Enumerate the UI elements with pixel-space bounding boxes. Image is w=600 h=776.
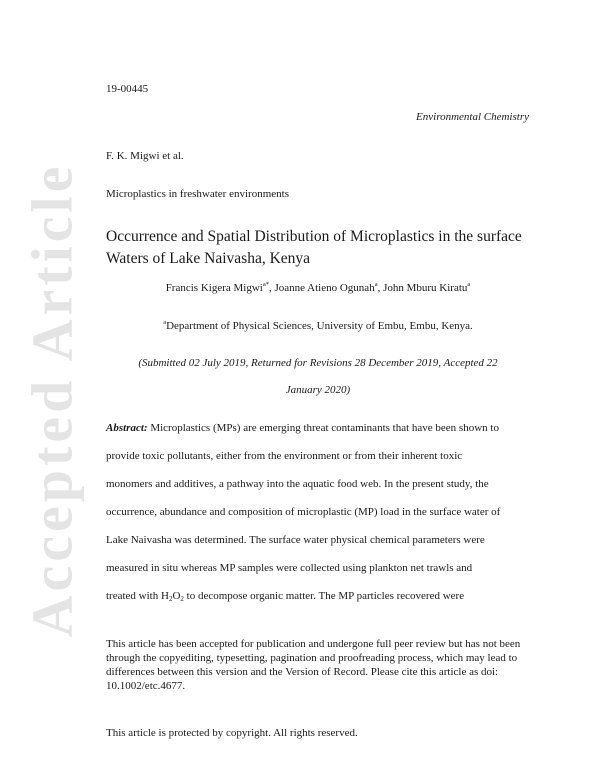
submission-history-line-2: January 2020) [285, 384, 351, 396]
article-title [106, 226, 522, 270]
article-title-line-1: Occurrence and Spatial Distribution of Microplastics in the surface [106, 228, 522, 245]
affiliation-text: Department of Physical Sciences, University of Embu, Embu, Kenya. [166, 320, 473, 332]
author-affiliation-mark: a [467, 281, 471, 288]
abstract-line: Abstract: Microplastics (MPs) are emerging threat contaminants that have been shown to [106, 422, 499, 434]
author-name: Francis Kigera Migwi [165, 282, 263, 294]
affiliation-mark: a [163, 319, 167, 326]
abstract-label: Abstract: [106, 422, 148, 434]
copyright-notice: This article is protected by copyright. All rights reserved. [106, 727, 358, 739]
author-name: John Mburu Kiratu [383, 282, 468, 294]
author-affiliation-mark: a [374, 281, 378, 288]
submission-history-line-1: (Submitted 02 July 2019, Returned for Revisions 28 December 2019, Accepted 22 [138, 357, 498, 369]
accepted-article-notice: This article has been accepted for publication and undergone full peer review but has not been through the copyediting, typesetting, pagination and proofreading process, which may lead to differences between this version and the Version of Record. Please cite this article as doi: 10.1002/etc.4677. [106, 638, 521, 692]
affiliation [106, 319, 530, 332]
author-affiliation-mark: a* [262, 281, 269, 288]
article-title-line-2: Waters of Lake Naivasha, Kenya [106, 250, 311, 267]
accepted-article-watermark: Accepted Article [19, 162, 85, 638]
running-title: Microplastics in freshwater environments [106, 188, 289, 200]
abstract-line: measured in situ whereas MP samples were collected using plankton net trawls and [106, 562, 473, 574]
abstract [106, 421, 536, 617]
abstract-line: treated with $H_2O_2$ to decompose organic matter. The MP particles recovered were [106, 590, 465, 603]
abstract-line: monomers and additives, a pathway into the aquatic food web. In the present study, the [106, 478, 489, 490]
author-name: Joanne Atieno Ogunah [274, 282, 375, 294]
abstract-line: occurrence, abundance and composition of microplastic (MP) load in the surface water of [106, 506, 501, 518]
running-author: F. K. Migwi et al. [106, 150, 184, 162]
manuscript-id: 19-00445 [106, 83, 149, 95]
journal-name: Environmental Chemistry [416, 111, 529, 123]
author-list: Francis Kigera Migwi$^{a*}$, Joanne Atieno Ogunah$^a$, John Mburu Kiratu$^a$ [165, 281, 471, 294]
abstract-line: Lake Naivasha was determined. The surface water physical chemical parameters were [106, 534, 485, 546]
abstract-line: provide toxic pollutants, either from the environment or from their inherent toxic [106, 450, 463, 462]
